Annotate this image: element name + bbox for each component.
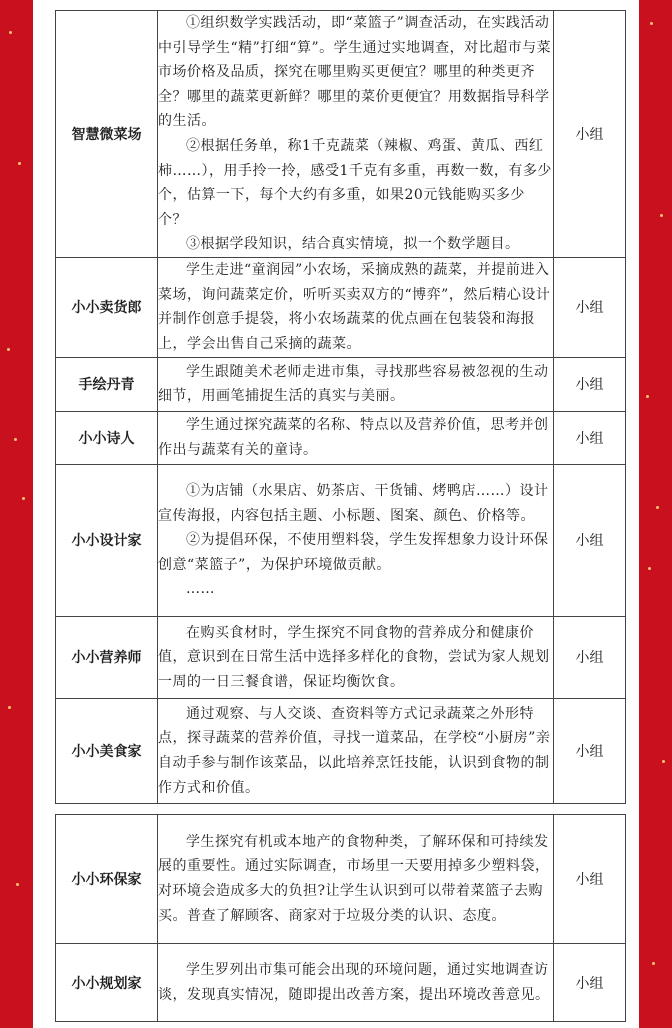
activity-description: [158, 944, 554, 1022]
description-paragraph: 学生通过探究蔬菜的名称、特点以及营养价值，思考并创作出与蔬菜有关的童诗。: [158, 417, 549, 458]
activity-group: 小组: [554, 815, 626, 944]
activity-name: 小小设计家: [56, 464, 158, 616]
activity-table-bottom: [55, 814, 626, 1022]
activity-description: [158, 257, 554, 357]
activity-group: 小组: [554, 616, 626, 698]
activity-name: 小小卖货郎: [56, 257, 158, 357]
description-paragraph: 通过观察、与人交谈、查资料等方式记录蔬菜之外形特点，探寻蔬菜的营养价值，寻找一道菜品，在学校“小厨房”亲自动手参与制作该菜品，以此培养烹饪技能，认识到食物的制作方式和价值。: [158, 705, 551, 796]
activity-description: [158, 815, 554, 944]
activity-table-top: [55, 10, 626, 804]
table-row: [56, 357, 626, 411]
activity-name: 小小营养师: [56, 616, 158, 698]
activity-name: 小小诗人: [56, 411, 158, 464]
table-row: [56, 257, 626, 357]
description-paragraph: ……: [186, 581, 215, 598]
table-row: [56, 815, 626, 944]
activity-description: [158, 411, 554, 464]
activity-name: 小小美食家: [56, 698, 158, 803]
table-row: [56, 944, 626, 1022]
activity-group: 小组: [554, 944, 626, 1022]
activity-group: 小组: [554, 411, 626, 464]
activity-description: [158, 464, 554, 616]
table-row: [56, 11, 626, 258]
description-paragraph: 学生走进“童润园”小农场，采摘成熟的蔬菜，并提前进入菜场，询问蔬菜定价，听听买卖双方的“博弈”，然后精心设计并制作创意手提袋，将小农场蔬菜的优点画在包装袋和海报上，学会出售自己采摘的蔬菜。: [158, 262, 551, 353]
activity-group: 小组: [554, 698, 626, 803]
table-row: [56, 464, 626, 616]
activity-name: 小小环保家: [56, 815, 158, 944]
activity-description: [158, 357, 554, 411]
description-paragraph: 在购买食材时，学生探究不同食物的营养成分和健康价值，意识到在日常生活中选择多样化的食物，尝试为家人规划一周的一日三餐食谱，保证均衡饮食。: [158, 624, 550, 690]
activity-group: 小组: [554, 357, 626, 411]
activity-group: 小组: [554, 11, 626, 258]
description-paragraph: 学生跟随美术老师走进市集，寻找那些容易被忽视的生动细节，用画笔捕捉生活的真实与美丽。: [158, 363, 549, 405]
table-row: [56, 616, 626, 698]
description-paragraph: ①组织数学实践活动，即“菜篮子”调查活动，在实践活动中引导学生“精”打细“算”。学生通过实地调查，对比超市与菜市场价格及品质，探究在哪里购买更便宜？哪里的种类更齐全？哪里的蔬菜更新鲜？哪里的菜价更便宜？用数据指导科学的生活。: [158, 15, 552, 130]
activity-name: 手绘丹青: [56, 357, 158, 411]
activity-description: [158, 11, 554, 258]
description-paragraph: 学生探究有机或本地产的食物种类，了解环保和可持续发展的重要性。通过实际调查，市场里一天要用掉多少塑料袋，对环境会造成多大的负担?让学生认识到可以带着菜篮子去购买。普查了解顾客、商家对于垃圾分类的认识、态度。: [158, 833, 550, 924]
activity-description: [158, 698, 554, 803]
table-row: [56, 411, 626, 464]
activity-name: 智慧微菜场: [56, 11, 158, 258]
description-paragraph: ①为店铺（水果店、奶茶店、干货铺、烤鸭店……）设计宣传海报，内容包括主题、小标题、图案、颜色、价格等。: [158, 482, 549, 524]
activity-description: [158, 616, 554, 698]
description-paragraph: ②为提倡环保，不使用塑料袋，学生发挥想象力设计环保创意“菜篮子”，为保护环境做贡献。: [158, 532, 549, 573]
activity-name: 小小规划家: [56, 944, 158, 1022]
description-paragraph: 学生罗列出市集可能会出现的环境问题，通过实地调查访谈，发现真实情况，随即提出改善方案，提出环境改善意见。: [158, 961, 550, 1003]
table-row: [56, 698, 626, 803]
activity-group: 小组: [554, 464, 626, 616]
description-paragraph: ③根据学段知识，结合真实情境，拟一个数学题目。: [186, 236, 520, 253]
activity-group: 小组: [554, 257, 626, 357]
description-paragraph: ②根据任务单，称1千克蔬菜（辣椒、鸡蛋、黄瓜、西红柿……），用手拎一拎，感受1千克有多重，再数一数，有多少个，估算一下，每个大约有多重，如果20元钱能购买多少个？: [158, 137, 552, 228]
